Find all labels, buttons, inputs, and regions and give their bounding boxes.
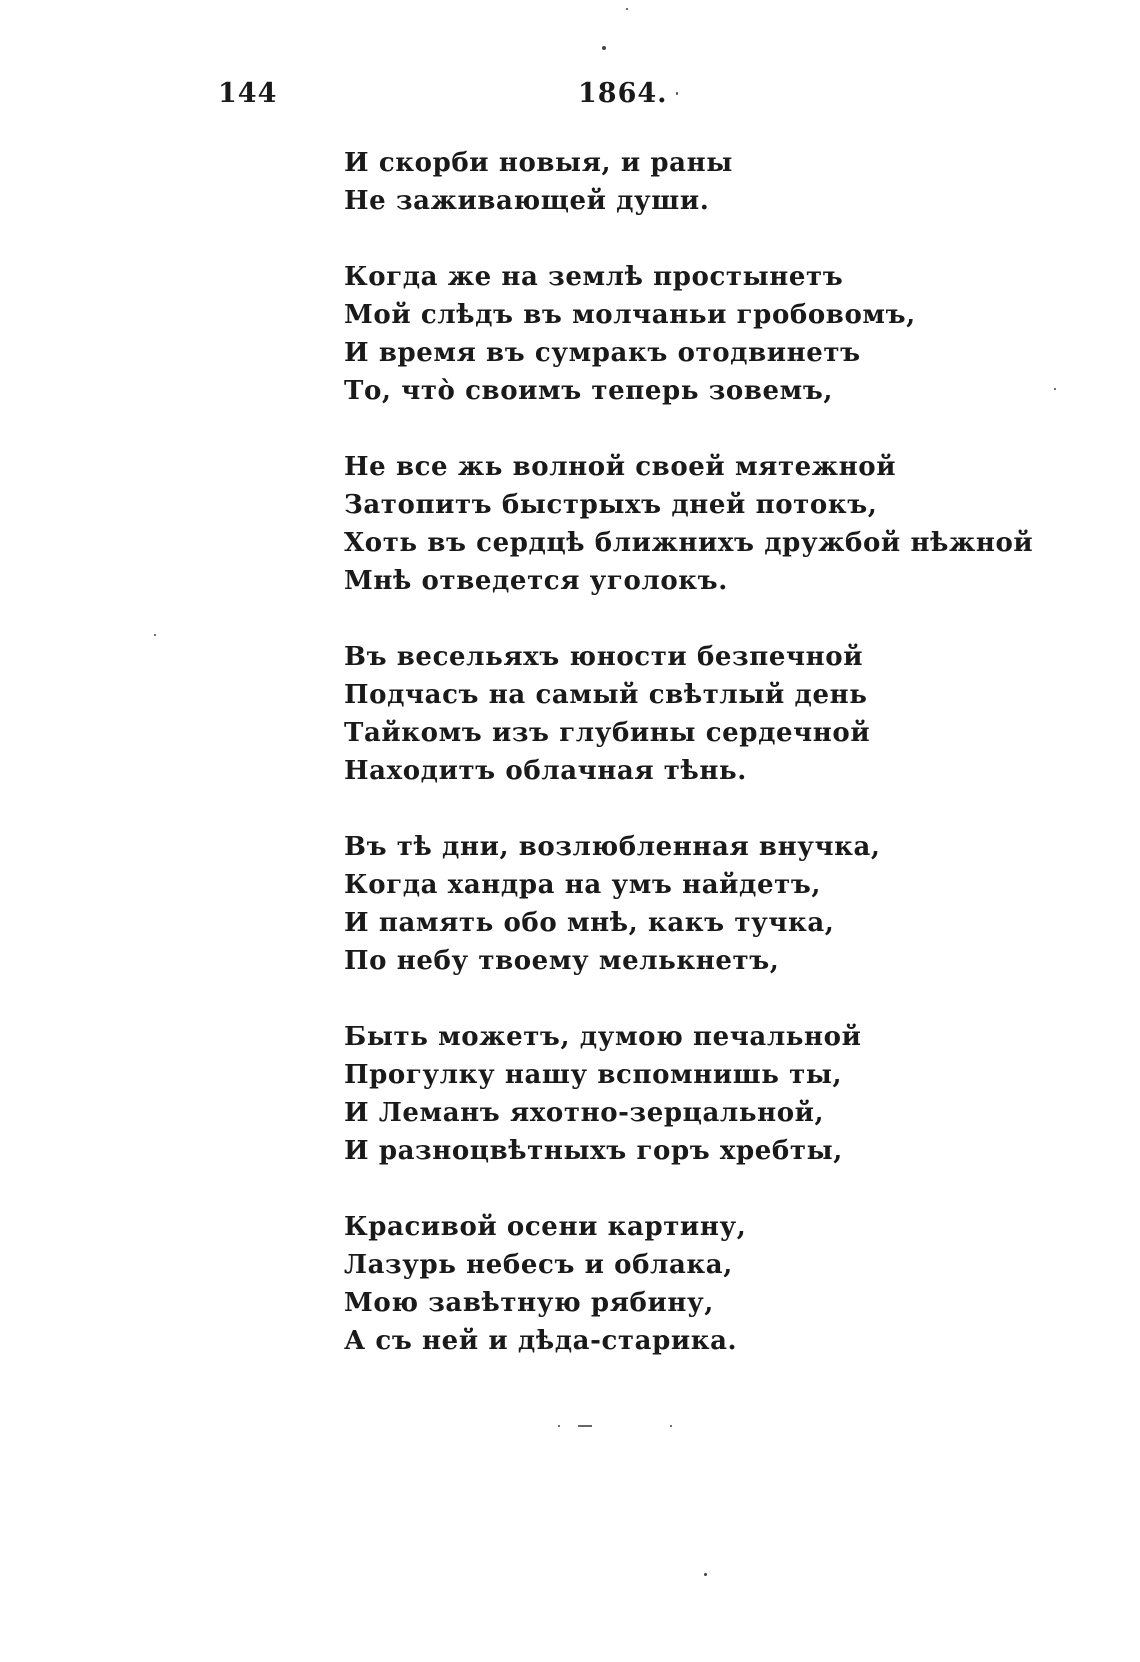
poem-line: Въ тѣ дни, возлюбленная внучка,: [344, 832, 881, 862]
poem-line: Красивой осени картину,: [344, 1212, 747, 1242]
scan-speck: [154, 634, 156, 636]
stanza: [344, 1208, 1084, 1360]
poem-line: Быть можетъ, думою печальной: [344, 1022, 862, 1052]
poem-line: Не все жь волной своей мятежной: [344, 452, 897, 482]
scan-speck: [704, 1573, 707, 1576]
poem-line: Тайкомъ изъ глубины сердечной: [344, 718, 871, 748]
poem-line: И скорби новыя, и раны: [344, 148, 733, 178]
poem-line: Мою завѣтную рябину,: [344, 1288, 714, 1318]
stanza: [344, 828, 1084, 980]
scan-speck: [602, 46, 606, 50]
poem-line: Хоть въ сердцѣ ближнихъ дружбой нѣжной: [344, 528, 1034, 558]
scan-dash: [578, 1425, 592, 1427]
stanza: [344, 258, 1084, 410]
poem-line: Мнѣ отведется уголокъ.: [344, 566, 728, 596]
scan-speck: [558, 1425, 560, 1427]
scan-speck: [1054, 388, 1056, 390]
poem-line: Находитъ облачная тѣнь.: [344, 756, 747, 786]
stanza: [344, 144, 1084, 220]
poem-line: И Леманъ яхотно-зерцальной,: [344, 1098, 825, 1128]
scan-speck: [626, 8, 628, 10]
scan-speck: [676, 92, 678, 95]
stanza: [344, 448, 1084, 600]
stanza: [344, 1018, 1084, 1170]
poem-line: А съ ней и дѣда-старика.: [344, 1326, 738, 1356]
poem-line: Мой слѣдъ въ молчаньи гробовомъ,: [344, 300, 916, 330]
stanza: [344, 638, 1084, 790]
poem-line: И время въ сумракъ отодвинетъ: [344, 338, 861, 368]
poem-line: Лазурь небесъ и облака,: [344, 1250, 733, 1280]
poem-line: Въ весельяхъ юности безпечной: [344, 642, 864, 672]
poem-body: [344, 144, 1084, 1398]
poem-line: По небу твоему мелькнетъ,: [344, 946, 780, 976]
poem-line: И память обо мнѣ, какъ тучка,: [344, 908, 835, 938]
poem-line: И разноцвѣтныхъ горъ хребты,: [344, 1136, 843, 1166]
poem-line: Не заживающей души.: [344, 186, 710, 216]
poem-line: То, что̀ своимъ теперь зовемъ,: [344, 376, 834, 406]
scan-speck: [670, 1425, 672, 1427]
page-number: 144: [218, 78, 278, 109]
poem-line: Затопитъ быстрыхъ дней потокъ,: [344, 490, 878, 520]
running-header-year: 1864.: [578, 78, 668, 109]
poem-line: Подчасъ на самый свѣтлый день: [344, 680, 868, 710]
poem-line: Прогулку нашу вспомнишь ты,: [344, 1060, 843, 1090]
poem-line: Когда хандра на умъ найдетъ,: [344, 870, 822, 900]
poem-line: Когда же на землѣ простынетъ: [344, 262, 844, 292]
